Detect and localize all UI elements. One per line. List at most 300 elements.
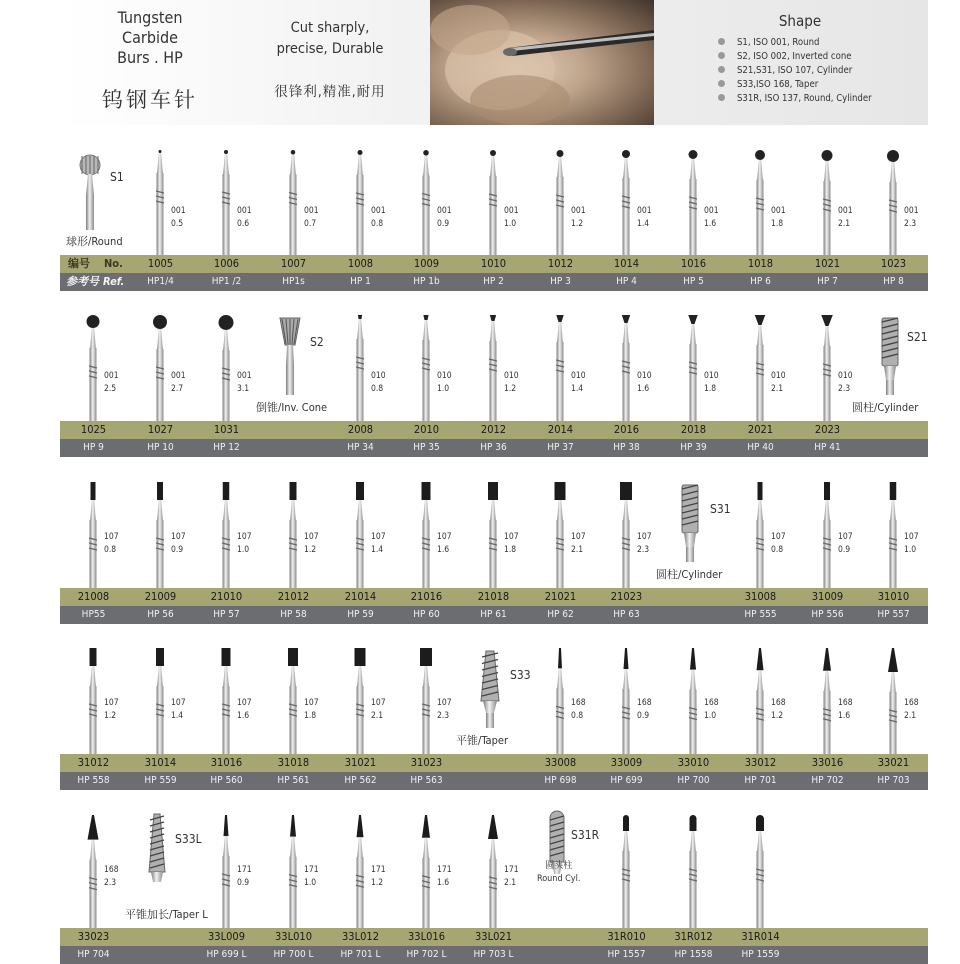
bur-shank bbox=[356, 155, 364, 255]
item-number: 1006 bbox=[213, 257, 240, 270]
number-bar bbox=[60, 928, 928, 946]
iso-number: 001 bbox=[237, 371, 252, 381]
bur-shank bbox=[422, 320, 430, 421]
iso-number: 001 bbox=[371, 206, 386, 216]
bur-illustration-icon bbox=[527, 145, 594, 255]
iso-size-label bbox=[704, 205, 719, 231]
head-diameter: 0.9 bbox=[171, 545, 184, 555]
bur-cell bbox=[393, 810, 460, 928]
iso-number: 107 bbox=[571, 532, 586, 542]
bur-illustration-icon bbox=[127, 310, 194, 421]
bur-cell bbox=[860, 643, 927, 754]
bur-cell bbox=[794, 145, 861, 255]
item-number: 31012 bbox=[77, 756, 110, 769]
bur-head bbox=[290, 815, 296, 837]
bur-cell bbox=[794, 310, 861, 421]
head-diameter: 1.4 bbox=[171, 711, 184, 721]
reference-number: HP 563 bbox=[410, 775, 443, 786]
bur-head bbox=[620, 482, 632, 500]
slogan bbox=[265, 18, 395, 60]
bur-shank bbox=[489, 500, 497, 588]
bur-cell bbox=[327, 810, 394, 928]
iso-number: 107 bbox=[304, 698, 319, 708]
iso-size-label bbox=[771, 370, 786, 396]
bur-cell bbox=[860, 810, 927, 928]
bur-shank bbox=[89, 500, 97, 588]
item-number: 1010 bbox=[480, 257, 507, 270]
reference-number: HP 702 bbox=[811, 775, 844, 786]
iso-number: 168 bbox=[838, 698, 853, 708]
iso-size-label bbox=[504, 370, 519, 396]
number-bar bbox=[60, 255, 928, 273]
bur-cell bbox=[593, 310, 660, 421]
bur-head bbox=[224, 150, 228, 154]
reference-number: HP 699 bbox=[610, 775, 643, 786]
item-number: 21023 bbox=[610, 590, 643, 603]
reference-number: HP 1 bbox=[350, 276, 371, 287]
bur-shank bbox=[422, 666, 430, 754]
item-number: 2021 bbox=[747, 423, 774, 436]
head-diameter: 1.6 bbox=[237, 711, 250, 721]
reference-number: HP 559 bbox=[144, 775, 177, 786]
item-number: 2010 bbox=[413, 423, 440, 436]
head-diameter: 1.6 bbox=[704, 219, 717, 229]
iso-number: 001 bbox=[504, 206, 519, 216]
bur-cell bbox=[527, 477, 594, 588]
head-diameter: 1.2 bbox=[504, 384, 517, 394]
item-number: 31010 bbox=[877, 590, 910, 603]
bur-head bbox=[423, 150, 429, 156]
bur-cell bbox=[393, 643, 460, 754]
bur-head bbox=[756, 815, 764, 831]
iso-number: 171 bbox=[304, 865, 319, 875]
iso-size-label bbox=[304, 697, 319, 723]
bur-shank bbox=[89, 666, 97, 754]
iso-size-label bbox=[571, 205, 586, 231]
head-diameter: 1.2 bbox=[304, 545, 317, 555]
reference-number: HP1/4 bbox=[147, 276, 174, 287]
title-line-2: Burs . HP bbox=[117, 48, 183, 67]
iso-size-label bbox=[304, 205, 319, 231]
bur-cell bbox=[327, 477, 394, 588]
iso-size-label bbox=[838, 697, 853, 723]
shape-item bbox=[718, 37, 928, 51]
head-diameter: 1.4 bbox=[571, 384, 584, 394]
head-diameter: 1.8 bbox=[504, 545, 517, 555]
row-label-no-en: No. bbox=[104, 257, 123, 270]
head-diameter: 3.1 bbox=[237, 384, 250, 394]
bur-cell bbox=[127, 145, 194, 255]
iso-size-label bbox=[371, 697, 386, 723]
bur-shank bbox=[823, 326, 831, 421]
head-diameter: 2.1 bbox=[571, 545, 584, 555]
bur-shank bbox=[622, 158, 630, 255]
head-diameter: 2.3 bbox=[637, 545, 650, 555]
bur-cell bbox=[193, 310, 260, 421]
shape-item-text: S1, ISO 001, Round bbox=[737, 37, 820, 48]
shape-title: Shape bbox=[778, 12, 822, 30]
bur-cell bbox=[660, 145, 727, 255]
bur-illustration-icon bbox=[660, 145, 727, 255]
item-number: 33L021 bbox=[475, 930, 512, 943]
bur-head bbox=[223, 482, 230, 500]
shape-code: S33L bbox=[175, 832, 202, 846]
reference-number: HP 34 bbox=[347, 442, 374, 453]
bur-head bbox=[358, 315, 362, 319]
reference-number: HP 1b bbox=[413, 276, 440, 287]
iso-number: 010 bbox=[504, 371, 519, 381]
reference-number: HP 3 bbox=[550, 276, 571, 287]
head-diameter: 1.4 bbox=[637, 219, 650, 229]
bur-head bbox=[623, 815, 629, 831]
reference-number: HP 57 bbox=[213, 609, 240, 620]
shape-feature-cell bbox=[456, 643, 531, 754]
bur-cell bbox=[393, 145, 460, 255]
iso-number: 001 bbox=[771, 206, 786, 216]
number-bar bbox=[60, 754, 928, 772]
item-number: 1021 bbox=[814, 257, 841, 270]
bur-head bbox=[87, 315, 100, 328]
bur-cell bbox=[593, 145, 660, 255]
iso-number: 107 bbox=[171, 532, 186, 542]
bur-cell bbox=[794, 810, 861, 928]
item-number: 21016 bbox=[410, 590, 443, 603]
iso-number: 171 bbox=[371, 865, 386, 875]
bur-shank bbox=[622, 323, 630, 421]
reference-number: HP 40 bbox=[747, 442, 774, 453]
iso-number: 107 bbox=[371, 698, 386, 708]
shape-code: S31R bbox=[571, 828, 600, 842]
reference-bar bbox=[60, 946, 928, 964]
bur-photo-invcone bbox=[280, 318, 300, 395]
bur-cell bbox=[60, 477, 127, 588]
head-diameter: 0.9 bbox=[437, 219, 450, 229]
bur-shank bbox=[823, 671, 831, 754]
reference-number: HP 12 bbox=[213, 442, 240, 453]
bur-head bbox=[91, 482, 96, 500]
iso-size-label bbox=[504, 531, 519, 557]
shape-label: 圆柱/Cylinder bbox=[656, 568, 723, 581]
bur-shank bbox=[422, 838, 430, 928]
row-label-ref-cn: 参考号 bbox=[66, 275, 99, 288]
item-number: 21010 bbox=[210, 590, 243, 603]
bur-cell bbox=[660, 310, 727, 421]
bur-shank bbox=[222, 666, 230, 754]
reference-number: HP 9 bbox=[83, 442, 104, 453]
item-number: 1009 bbox=[413, 257, 440, 270]
head-diameter: 1.0 bbox=[237, 545, 250, 555]
bur-head bbox=[88, 815, 99, 840]
reference-number: HP 4 bbox=[616, 276, 637, 287]
bur-head bbox=[888, 648, 898, 672]
iso-size-label bbox=[237, 205, 252, 231]
iso-number: 107 bbox=[904, 532, 919, 542]
item-number: 1014 bbox=[613, 257, 640, 270]
iso-number: 001 bbox=[237, 206, 252, 216]
bur-head bbox=[219, 315, 234, 330]
bur-head bbox=[224, 815, 229, 836]
iso-number: 010 bbox=[838, 371, 853, 381]
head-diameter: 2.1 bbox=[904, 711, 917, 721]
bur-cell bbox=[460, 810, 527, 928]
reference-number: HP 37 bbox=[547, 442, 574, 453]
bur-cell bbox=[393, 310, 460, 421]
bur-cell bbox=[127, 477, 194, 588]
head-diameter: 1.6 bbox=[437, 545, 450, 555]
bur-head bbox=[690, 648, 696, 670]
iso-size-label bbox=[504, 864, 519, 890]
item-number: 1018 bbox=[747, 257, 774, 270]
bur-cell bbox=[794, 477, 861, 588]
iso-number: 010 bbox=[371, 371, 386, 381]
bur-head bbox=[423, 315, 428, 320]
reference-number: HP 38 bbox=[613, 442, 640, 453]
bur-head bbox=[156, 648, 164, 666]
shape-item-text: S31R, ISO 137, Round, Cylinder bbox=[737, 93, 872, 104]
item-number: 31014 bbox=[144, 756, 177, 769]
head-diameter: 0.8 bbox=[104, 545, 117, 555]
bur-shank bbox=[289, 155, 297, 256]
item-number: 2023 bbox=[814, 423, 841, 436]
item-number: 21018 bbox=[477, 590, 510, 603]
iso-size-label bbox=[904, 205, 919, 231]
bur-illustration-icon bbox=[393, 310, 460, 421]
head-diameter: 1.0 bbox=[304, 878, 317, 888]
iso-number: 107 bbox=[237, 698, 252, 708]
bur-head bbox=[821, 315, 833, 326]
bur-cell bbox=[593, 810, 660, 928]
iso-size-label bbox=[838, 370, 853, 396]
bullet-dot-icon bbox=[718, 94, 725, 101]
bur-head bbox=[291, 150, 296, 155]
bullet-dot-icon bbox=[718, 66, 725, 73]
iso-number: 171 bbox=[504, 865, 519, 875]
reference-number: HP 701 bbox=[744, 775, 777, 786]
reference-number: HP 58 bbox=[280, 609, 307, 620]
iso-size-label bbox=[171, 370, 186, 396]
bur-head bbox=[555, 482, 566, 500]
shape-item bbox=[718, 65, 928, 79]
reference-number: HP 60 bbox=[413, 609, 440, 620]
head-diameter: 0.5 bbox=[171, 219, 184, 229]
bur-head bbox=[758, 482, 763, 500]
iso-size-label bbox=[704, 370, 719, 396]
bur-cell bbox=[860, 477, 927, 588]
iso-size-label bbox=[637, 531, 652, 557]
item-number: 33021 bbox=[877, 756, 910, 769]
iso-size-label bbox=[171, 531, 186, 557]
head-diameter: 2.3 bbox=[437, 711, 450, 721]
head-diameter: 0.9 bbox=[237, 878, 250, 888]
head-diameter: 0.8 bbox=[371, 384, 384, 394]
row-label-ref bbox=[66, 273, 124, 291]
reference-number: HP 702 L bbox=[406, 949, 447, 960]
bur-photo-taper bbox=[481, 651, 499, 728]
item-number: 1023 bbox=[880, 257, 907, 270]
iso-size-label bbox=[838, 205, 853, 231]
bur-shank bbox=[289, 666, 297, 754]
bur-head bbox=[823, 648, 831, 671]
product-title bbox=[90, 8, 210, 68]
bur-head bbox=[90, 648, 97, 666]
bur-cell bbox=[127, 310, 194, 421]
iso-size-label bbox=[237, 370, 252, 396]
reference-bar bbox=[60, 273, 928, 291]
item-number: 33016 bbox=[811, 756, 844, 769]
reference-number: HP 7 bbox=[817, 276, 838, 287]
bur-illustration-icon bbox=[527, 310, 594, 421]
bur-head bbox=[357, 815, 364, 837]
bur-shank bbox=[222, 154, 230, 255]
shape-code: S31 bbox=[710, 502, 731, 516]
iso-number: 107 bbox=[637, 532, 652, 542]
bullet-dot-icon bbox=[718, 38, 725, 45]
bur-illustration-icon bbox=[260, 145, 327, 255]
head-diameter: 0.8 bbox=[371, 219, 384, 229]
bur-shank bbox=[289, 837, 297, 928]
head-diameter: 1.2 bbox=[104, 711, 117, 721]
bur-shank bbox=[156, 500, 164, 588]
iso-size-label bbox=[371, 370, 386, 396]
item-number: 1025 bbox=[80, 423, 107, 436]
bur-cell bbox=[727, 810, 794, 928]
bur-head bbox=[887, 150, 899, 162]
head-diameter: 1.0 bbox=[437, 384, 450, 394]
iso-number: 107 bbox=[437, 532, 452, 542]
bur-head bbox=[490, 150, 496, 156]
row-label-no bbox=[68, 255, 123, 273]
iso-number: 168 bbox=[771, 698, 786, 708]
item-number: 33L016 bbox=[408, 930, 445, 943]
bur-shank bbox=[756, 670, 764, 754]
slogan-cn: 很锋利,精准,耐用 bbox=[274, 84, 386, 100]
shape-label-line: Round Cyl. bbox=[537, 874, 581, 884]
iso-number: 171 bbox=[437, 865, 452, 875]
bur-cell bbox=[660, 643, 727, 754]
iso-number: 107 bbox=[104, 698, 119, 708]
item-number: 31009 bbox=[811, 590, 844, 603]
item-number: 31018 bbox=[277, 756, 310, 769]
bur-head bbox=[689, 150, 698, 159]
bur-illustration-icon bbox=[60, 310, 127, 421]
bur-cell bbox=[393, 477, 460, 588]
head-diameter: 0.6 bbox=[237, 219, 250, 229]
iso-size-label bbox=[104, 370, 119, 396]
bur-cell bbox=[260, 643, 327, 754]
bur-illustration-icon bbox=[593, 310, 660, 421]
item-number: 31016 bbox=[210, 756, 243, 769]
bur-shank bbox=[622, 500, 630, 588]
bur-head bbox=[690, 815, 697, 831]
bur-illustration-icon bbox=[794, 310, 861, 421]
bur-shank bbox=[622, 669, 630, 754]
bur-cell bbox=[527, 310, 594, 421]
bur-shank bbox=[556, 157, 564, 255]
bur-cell bbox=[593, 477, 660, 588]
shape-code: S21 bbox=[907, 330, 928, 344]
bur-illustration-icon bbox=[193, 310, 260, 421]
bur-illustration-icon bbox=[593, 145, 660, 255]
reference-number: HP 703 bbox=[877, 775, 910, 786]
bur-shank bbox=[889, 500, 897, 588]
iso-number: 168 bbox=[904, 698, 919, 708]
bur-head bbox=[824, 482, 830, 500]
item-number: 31R012 bbox=[674, 930, 713, 943]
iso-size-label bbox=[571, 697, 586, 723]
item-number: 2012 bbox=[480, 423, 507, 436]
item-number: 1031 bbox=[213, 423, 240, 436]
item-number: 33L012 bbox=[342, 930, 379, 943]
bur-shank bbox=[823, 161, 831, 255]
iso-number: 010 bbox=[704, 371, 719, 381]
bur-cell bbox=[60, 643, 127, 754]
bur-shank bbox=[756, 500, 764, 588]
header-banner bbox=[60, 0, 928, 125]
reference-number: HP 703 L bbox=[473, 949, 514, 960]
bur-cell bbox=[460, 145, 527, 255]
title-line-1: Tungsten Carbide bbox=[117, 8, 183, 47]
reference-number: HP 704 bbox=[77, 949, 110, 960]
bur-cell bbox=[794, 643, 861, 754]
shape-label: 平锥/Taper bbox=[456, 734, 509, 747]
iso-number: 001 bbox=[437, 206, 452, 216]
iso-number: 107 bbox=[104, 532, 119, 542]
shape-label-line: 圆头柱 bbox=[545, 861, 573, 871]
bur-shank bbox=[356, 500, 364, 588]
iso-size-label bbox=[904, 531, 919, 557]
reference-number: HP 5 bbox=[683, 276, 704, 287]
iso-size-label bbox=[371, 864, 386, 890]
bur-head bbox=[757, 648, 764, 670]
bur-illustration-icon bbox=[593, 810, 660, 928]
reference-number: HP 39 bbox=[680, 442, 707, 453]
row-label-no-cn: 编号 bbox=[68, 257, 90, 270]
bur-head bbox=[157, 482, 163, 500]
shape-item bbox=[718, 79, 928, 93]
bur-head bbox=[153, 315, 167, 329]
bur-cell bbox=[860, 145, 927, 255]
bur-shank bbox=[356, 666, 364, 754]
shape-item-text: S33,ISO 168, Taper bbox=[737, 79, 819, 90]
bur-cell bbox=[460, 310, 527, 421]
bur-cell bbox=[193, 810, 260, 928]
bur-illustration-icon bbox=[794, 145, 861, 255]
item-number: 21014 bbox=[344, 590, 377, 603]
head-diameter: 2.1 bbox=[371, 711, 384, 721]
bur-head bbox=[159, 150, 162, 153]
iso-size-label bbox=[637, 205, 652, 231]
iso-size-label bbox=[104, 697, 119, 723]
bur-illustration-icon bbox=[727, 810, 794, 928]
head-diameter: 1.0 bbox=[904, 545, 917, 555]
head-diameter: 2.3 bbox=[904, 219, 917, 229]
slogan-line-2: precise, Durable bbox=[276, 41, 384, 57]
bur-head bbox=[622, 150, 630, 158]
iso-size-label bbox=[304, 864, 319, 890]
head-diameter: 1.0 bbox=[504, 219, 517, 229]
head-diameter: 1.8 bbox=[771, 219, 784, 229]
iso-size-label bbox=[371, 205, 386, 231]
iso-number: 010 bbox=[771, 371, 786, 381]
iso-size-label bbox=[237, 864, 252, 890]
head-diameter: 2.3 bbox=[838, 384, 851, 394]
shape-item-text: S21,S31, ISO 107, Cylinder bbox=[737, 65, 853, 76]
iso-number: 168 bbox=[637, 698, 652, 708]
reference-number: HP55 bbox=[81, 609, 106, 620]
bullet-dot-icon bbox=[718, 80, 725, 87]
bur-cell bbox=[460, 477, 527, 588]
iso-number: 001 bbox=[171, 371, 186, 381]
